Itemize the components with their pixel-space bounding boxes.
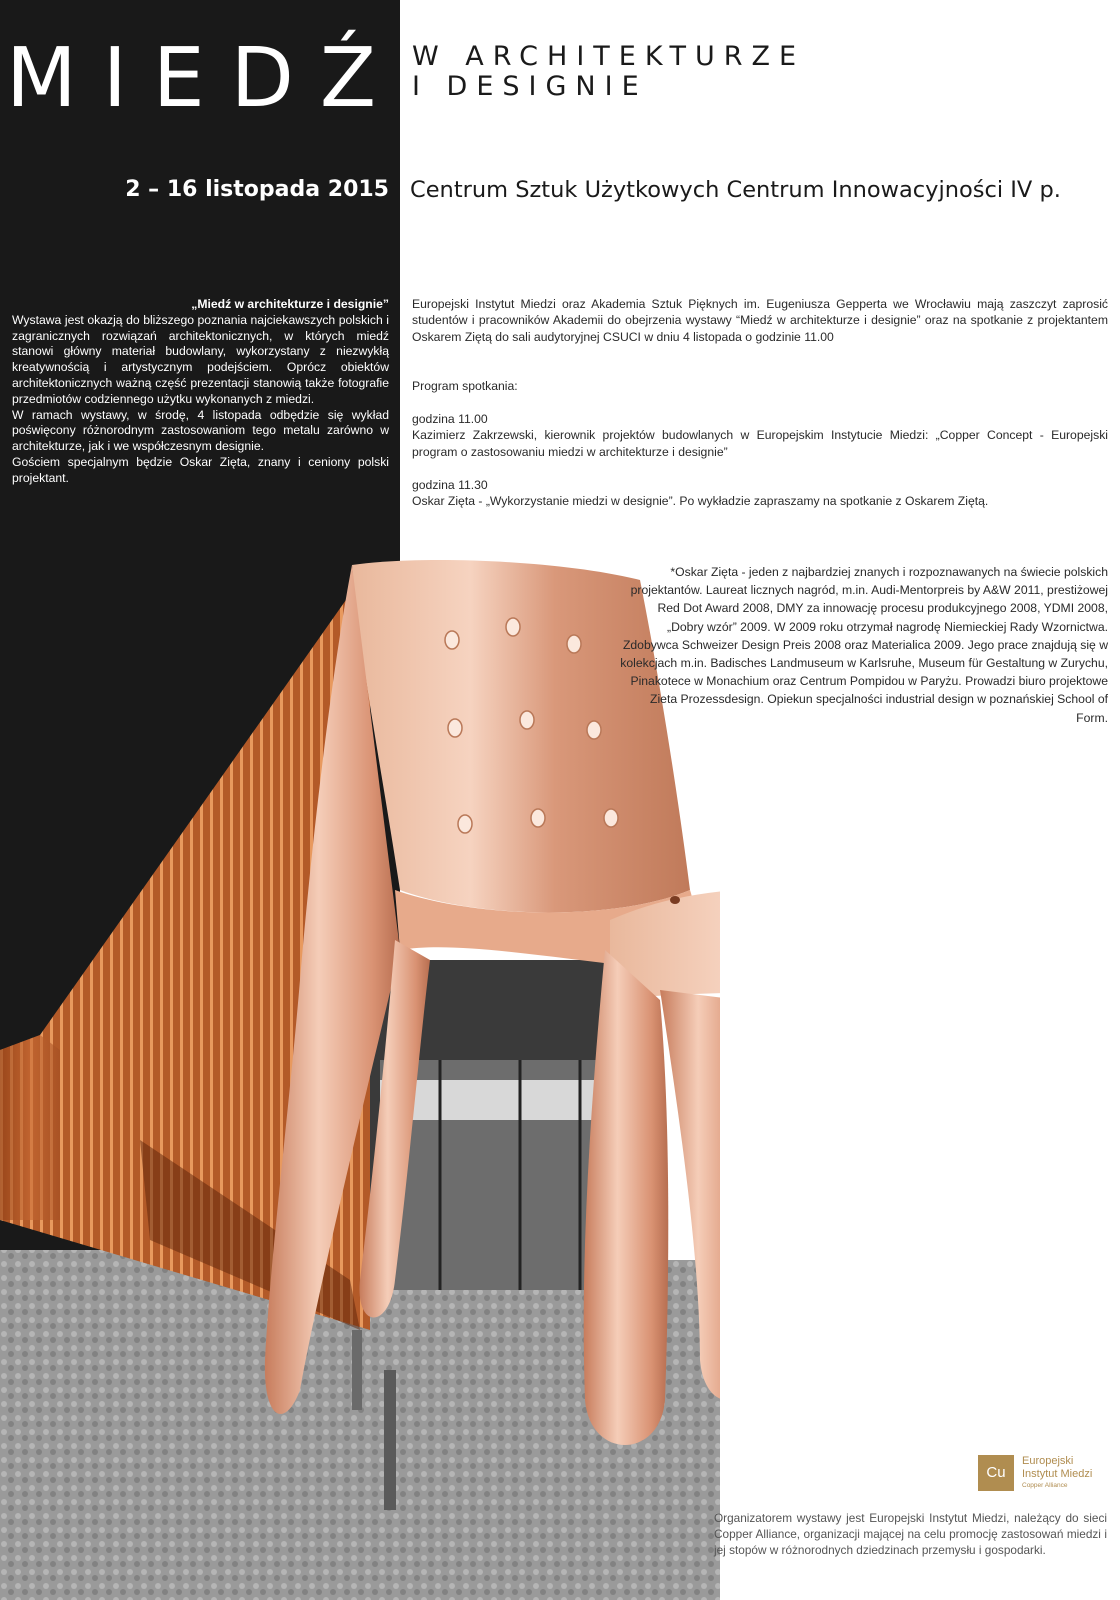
event-dates: 2 – 16 listopada 2015 [125, 177, 389, 202]
logo-subtitle: Copper Alliance [1022, 1482, 1068, 1489]
program-time-1: godzina 11.00 [412, 412, 488, 427]
subtitle-line-2: I DESIGNIE [412, 71, 648, 102]
invitation-text [412, 296, 1108, 510]
logo-name [1022, 1455, 1092, 1493]
exhibition-title: „Miedź w architekturze i designie” [191, 297, 389, 311]
subtitle [412, 42, 805, 102]
guest-paragraph: Gościem specjalnym będzie Oskar Zięta, znany i ceniony polski projektant. [12, 454, 389, 485]
poster-photo [0, 560, 720, 1600]
program-talk-2: Oskar Zięta - „Wykorzystanie miedzi w designie”. Po wykładzie zapraszamy na spotkanie z Oskarem Ziętą. [412, 494, 989, 509]
exhibition-paragraph: Wystawa jest okazją do bliższego poznania najciekawszych polskich i zagranicznych rozwiązań architektonicznych, w których miedź stanowi główny materiał budowlany, wykorzystany z niezwykłą kreatywnością i artystycznym podejściem. Oprócz obiektów architektonicznych ważną część prezentacji stanowią także fotografie przedmiotów codziennego użytku wykonanych z miedzi. [12, 312, 389, 406]
exhibition-description [12, 297, 389, 487]
program-time-2: godzina 11.30 [412, 478, 488, 493]
organizer-note: Organizatorem wystawy jest Europejski Instytut Miedzi, należący do sieci Copper Alliance, organizacji mającej na celu promocję zastosowań miedzi i jej stopów w różnorodnych dziedzinach przemysłu i gospodarki. [714, 1511, 1107, 1558]
copper-symbol: Cu [978, 1455, 1014, 1491]
logo-name-line-1: Europejski [1022, 1455, 1074, 1467]
program-talk-1: Kazimierz Zakrzewski, kierownik projektów budowlanych w Europejskim Instytucie Miedzi: „Copper Concept - Europejski program o zastosowaniu miedzi w architekturze i designie” [412, 428, 1108, 459]
program-heading: Program spotkania: [412, 378, 518, 393]
organizer-logo [978, 1455, 1108, 1491]
subtitle-line-1: W ARCHITEKTURZE [412, 41, 806, 72]
designer-bio: *Oskar Zięta - jeden z najbardziej znanych i rozpoznawanych na świecie polskich projektantów. Laureat licznych nagród, m.in. Audi-Mentorpreis by A&W 2011, prestiżowej Red Dot Award 2008, DMY za innowację procesu produkcyjnego 2008, YDMI 2008, „Dobry wzór” 2009. W 2009 roku otrzymał nagrodę Niemieckiej Rady Wzornictwa. Zdobywca Schweizer Design Preis 2008 oraz Materialica 2009. Jego prace znajdują się w kolekcjach m.in. Badisches Landmuseum w Karlsruhe, Museum für Gestaltung w Zurychu, Pinakotece w Monachium oraz Centrum Pompidou w Paryżu. Prowadzi biuro projektowe Zieta Prozessdesign. Opiekun specjalności industrial design w poznańskiej School of Form. [620, 565, 1108, 725]
invitation-paragraph: Europejski Instytut Miedzi oraz Akademia Sztuk Pięknych im. Eugeniusza Gepperta we Wrocławiu mają zaszczyt zaprosić studentów i pracowników Akademii do obejrzenia wystawy “Miedź w architekturze i designie” oraz na spotkanie z projektantem Oskarem Ziętą do sali audytoryjnej CSUCI w dniu 4 listopada o godzinie 11.00 [412, 297, 1108, 344]
event-venue: Centrum Sztuk Użytkowych Centrum Innowacyjności IV p. [410, 177, 1061, 203]
logo-name-line-2: Instytut Miedzi [1022, 1467, 1093, 1480]
main-title: MIEDŹ [6, 31, 403, 126]
lecture-paragraph: W ramach wystawy, w środę, 4 listopada odbędzie się wykład poświęcony różnorodnym zastosowaniom tego metalu zarówno w architekturze, jak i we współczesnym designie. [12, 407, 389, 454]
